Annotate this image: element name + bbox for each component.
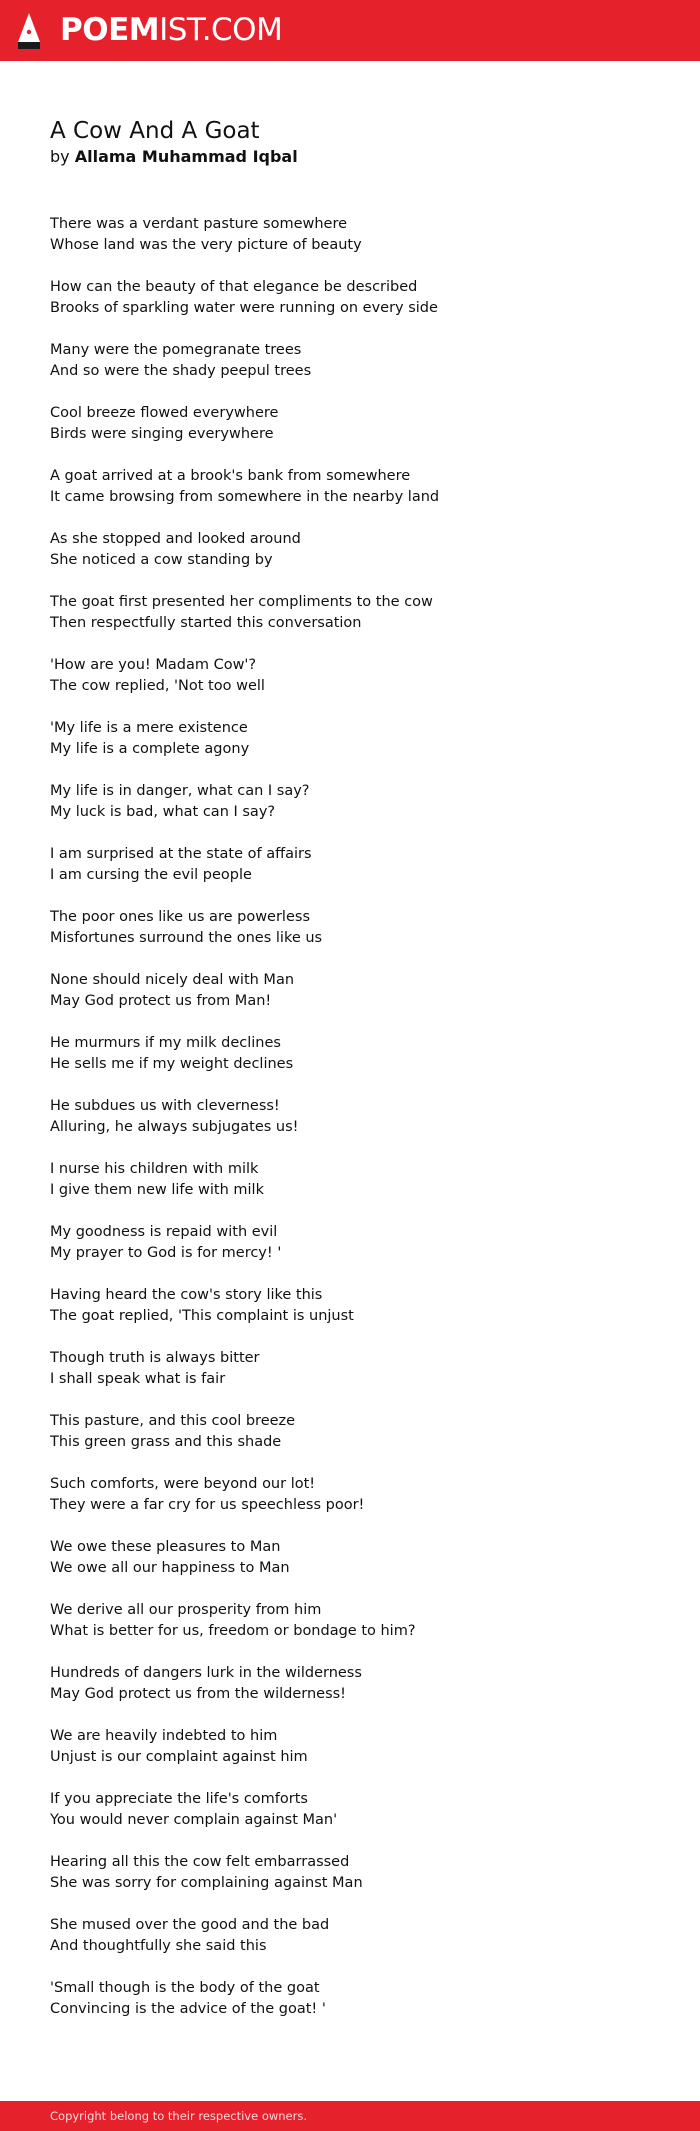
poem-line: May God protect us from the wilderness!: [50, 1686, 346, 1702]
poem-stanza: [50, 655, 650, 697]
poem-line: He murmurs if my milk declines: [50, 1035, 281, 1051]
poem-line: None should nicely deal with Man: [50, 972, 295, 988]
site-logo[interactable]: [60, 10, 282, 50]
poem-stanza: [50, 466, 650, 508]
poem-line: We derive all our prosperity from him: [50, 1602, 322, 1618]
poem-line: Misfortunes surround the ones like us: [50, 930, 323, 946]
poem-stanza: [50, 970, 650, 1012]
poem-line: Brooks of sparkling water were running on every side: [50, 300, 438, 316]
poem-line: You would never complain against Man': [50, 1812, 338, 1828]
poem-stanza: [50, 1474, 650, 1516]
copyright-text: Copyright belong to their respective owners.: [50, 2109, 308, 2123]
poem-line: And thoughtfully she said this: [50, 1938, 267, 1954]
poem-line: We owe all our happiness to Man: [50, 1560, 290, 1576]
poem-stanza: [50, 1663, 650, 1705]
poem-line: I am surprised at the state of affairs: [50, 846, 312, 862]
poem-byline: [50, 146, 650, 168]
by-prefix: by: [50, 147, 70, 166]
poem-line: This green grass and this shade: [50, 1434, 282, 1450]
poem-stanza: [50, 844, 650, 886]
poem-line: There was a verdant pasture somewhere: [50, 216, 348, 232]
poem-stanza: [50, 340, 650, 382]
poem-line: My life is in danger, what can I say?: [50, 783, 310, 799]
poem-line: A goat arrived at a brook's bank from somewhere: [50, 468, 411, 484]
poem-line: Hundreds of dangers lurk in the wilderness: [50, 1665, 362, 1681]
poem-content: [50, 116, 650, 2041]
poem-line: She mused over the good and the bad: [50, 1917, 330, 1933]
poem-line: He sells me if my weight declines: [50, 1056, 294, 1072]
poem-line: Though truth is always bitter: [50, 1350, 260, 1366]
poem-line: My prayer to God is for mercy! ': [50, 1245, 282, 1261]
poem-stanza: [50, 1222, 650, 1264]
poem-stanza: [50, 1159, 650, 1201]
poem-stanza: [50, 277, 650, 319]
site-header: [0, 0, 700, 61]
poem-stanza: [50, 1348, 650, 1390]
poem-line: If you appreciate the life's comforts: [50, 1791, 308, 1807]
poem-line: The goat replied, 'This complaint is unjust: [50, 1308, 354, 1324]
poem-stanza: [50, 214, 650, 256]
poem-line: She was sorry for complaining against Man: [50, 1875, 363, 1891]
poem-line: I nurse his children with milk: [50, 1161, 259, 1177]
poem-stanza: [50, 1600, 650, 1642]
poem-line: Unjust is our complaint against him: [50, 1749, 308, 1765]
poem-stanza: [50, 529, 650, 571]
poem-line: Hearing all this the cow felt embarrassed: [50, 1854, 350, 1870]
poem-line: What is better for us, freedom or bondage to him?: [50, 1623, 416, 1639]
poem-line: My luck is bad, what can I say?: [50, 804, 276, 820]
poem-line: How can the beauty of that elegance be described: [50, 279, 418, 295]
poem-stanza: [50, 1096, 650, 1138]
poem-stanza: [50, 781, 650, 823]
poem-line: Birds were singing everywhere: [50, 426, 274, 442]
poem-line: 'Small though is the body of the goat: [50, 1980, 320, 1996]
pen-nib-icon[interactable]: [16, 12, 42, 50]
poem-line: And so were the shady peepul trees: [50, 363, 312, 379]
poem-stanza: [50, 1726, 650, 1768]
poem-stanza: [50, 1537, 650, 1579]
poem-line: I give them new life with milk: [50, 1182, 264, 1198]
poem-line: This pasture, and this cool breeze: [50, 1413, 296, 1429]
poem-stanza: [50, 1978, 650, 2020]
poem-stanza: [50, 718, 650, 760]
site-footer: [0, 2101, 700, 2131]
poem-line: My life is a complete agony: [50, 741, 250, 757]
poem-line: My goodness is repaid with evil: [50, 1224, 278, 1240]
poem-author: Allama Muhammad Iqbal: [74, 147, 298, 166]
poem-line: The cow replied, 'Not too well: [50, 678, 265, 694]
poem-line: I am cursing the evil people: [50, 867, 252, 883]
poem-line: May God protect us from Man!: [50, 993, 272, 1009]
poem-line: It came browsing from somewhere in the nearby land: [50, 489, 440, 505]
poem-line: He subdues us with cleverness!: [50, 1098, 280, 1114]
poem-stanza: [50, 1852, 650, 1894]
poem-line: Whose land was the very picture of beauty: [50, 237, 362, 253]
poem-line: Convincing is the advice of the goat! ': [50, 2001, 326, 2017]
poem-line: Such comforts, were beyond our lot!: [50, 1476, 316, 1492]
poem-stanza: [50, 1915, 650, 1957]
brand-light: IST.COM: [159, 12, 283, 48]
poem-line: She noticed a cow standing by: [50, 552, 273, 568]
poem-title: A Cow And A Goat: [50, 118, 260, 144]
poem-line: Then respectfully started this conversation: [50, 615, 362, 631]
poem-line: Many were the pomegranate trees: [50, 342, 302, 358]
poem-line: As she stopped and looked around: [50, 531, 301, 547]
poem-stanza: [50, 1285, 650, 1327]
poem-line: The goat first presented her compliments to the cow: [50, 594, 433, 610]
poem-stanza: [50, 1033, 650, 1075]
poem-line: 'My life is a mere existence: [50, 720, 248, 736]
poem-line: We owe these pleasures to Man: [50, 1539, 281, 1555]
poem-line: Cool breeze flowed everywhere: [50, 405, 279, 421]
poem-line: I shall speak what is fair: [50, 1371, 226, 1387]
poem-line: Alluring, he always subjugates us!: [50, 1119, 299, 1135]
poem-line: They were a far cry for us speechless poor!: [50, 1497, 365, 1513]
poem-body: [50, 214, 650, 2020]
brand-bold: POEM: [60, 12, 160, 48]
poem-line: 'How are you! Madam Cow'?: [50, 657, 257, 673]
poem-line: We are heavily indebted to him: [50, 1728, 278, 1744]
poem-stanza: [50, 592, 650, 634]
poem-stanza: [50, 907, 650, 949]
poem-line: The poor ones like us are powerless: [50, 909, 310, 925]
poem-stanza: [50, 1411, 650, 1453]
poem-line: Having heard the cow's story like this: [50, 1287, 323, 1303]
poem-stanza: [50, 403, 650, 445]
poem-stanza: [50, 1789, 650, 1831]
